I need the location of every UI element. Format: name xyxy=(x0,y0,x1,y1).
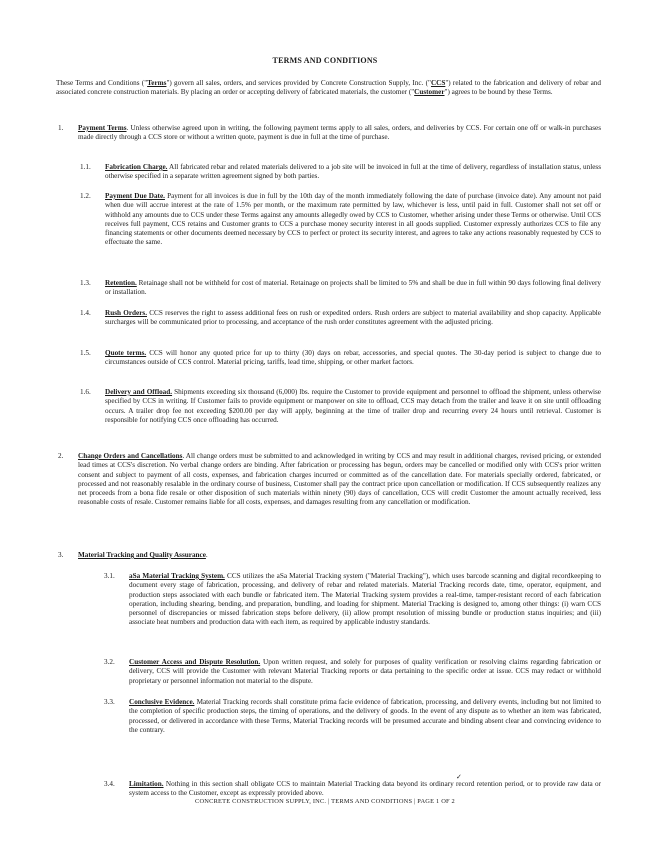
page-footer: CONCRETE CONSTRUCTION SUPPLY, INC. | TERMS AND CONDITIONS | PAGE 1 OF 2 xyxy=(195,798,455,805)
check-mark-icon: ✓ xyxy=(456,773,462,781)
section-material-tracking: 3. Material Tracking and Quality Assurance. xyxy=(58,551,208,559)
section-payment-terms: 1. Payment Terms. Unless otherwise agreed upon in writing, the following payment terms apply to all sales, orders, and deliveries by CCS. For certain one off or walk-in purchases made directly through a CCS store or without a written quote, payment is due in full at the time of purchase. xyxy=(58,124,601,142)
page-title: TERMS AND CONDITIONS xyxy=(272,56,378,65)
subsection-3-4: 3.4. Limitation. Nothing in this section shall obligate CCS to maintain Material Tracking data beyond its ordinary record retention period, or to provide raw data or system access to the Customer, except as expressly provided above. xyxy=(104,780,601,798)
subsection-3-3: 3.3. Conclusive Evidence. Material Tracking records shall constitute prima facie evidence of fabrication, processing, and delivery events, including but not limited to the completion of specific production steps, the timing of operations, and the delivery of goods. In the event of any dispute as to whether an item was fabricated, processed, or delivered in accordance with these Terms, Material Tracking records will be presumed accurate and binding absent clear and convincing evidence to the contrary. xyxy=(104,698,601,734)
subsection-1-6: 1.6. Delivery and Offload. Shipments exceeding six thousand (6,000) lbs. require the Customer to provide equipment and personnel to offload the shipment, unless otherwise specified by CCS in writing. If Customer fails to provide equipment or manpower on site to offload, CCS may detach from the trailer and leave it on site until offloading occurs. A trailer drop fee not exceeding $200.00 per day will apply, beginning at the time of trailer drop and recurring every 24 hours until retrieval. Customer is responsible for notifying CCS once offloading has occurred. xyxy=(80,388,601,424)
section-heading: Payment Terms xyxy=(78,124,127,132)
section-change-orders: 2. Change Orders and Cancellations. All change orders must be submitted to and acknowledged in writing by CCS and may result in additional charges, revised pricing, or extended lead times at CCS's discretion. No verbal change orders are binding. After fabrication or processing has begun, orders may be cancelled or modified only with CCS's prior written consent and subject to payment of all costs, expenses, and fabrication charges incurred or committed as of the cancellation date. For materials specially ordered, fabricated, or processed and not reasonably resalable in the ordinary course of business, Customer shall pay the contract price upon cancellation or modification. If CCS subsequently realizes any net proceeds from a bona fide resale or other disposition of such materials within ninety (90) days of cancellation, CCS will credit Customer the amount actually received, less reasonable costs of resale. Customer remains liable for all costs, expenses, and damages resulting from any cancellation or modification. xyxy=(58,452,602,507)
intro-paragraph: These Terms and Conditions ("Terms") govern all sales, orders, and services provided by Concrete Construction Supply, Inc. ("CCS") related to the fabrication and delivery of rebar and associated concrete construction materials. By placing an order or accepting delivery of fabricated materials, the customer ("Customer") agrees to be bound by these Terms. xyxy=(56,79,601,97)
defined-term-ccs: CCS xyxy=(430,79,446,87)
defined-term-customer: Customer xyxy=(414,88,445,97)
subsection-1-4: 1.4. Rush Orders. CCS reserves the right to assess additional fees on rush or expedited orders. Rush orders are subject to material availability and shop capacity. Applicable surcharges will be communicated prior to processing, and acceptance of the rush order constitutes agreement with the adjusted pricing. xyxy=(80,309,601,327)
subsection-1-5: 1.5. Quote terms. CCS will honor any quoted price for up to thirty (30) days on rebar, accessories, and special quotes. The 30-day period is subject to change due to circumstances outside of CCS control. Material pricing, tariffs, lead time, shipping, or other market factors. xyxy=(80,349,601,367)
subsection-1-3: 1.3. Retention. Retainage shall not be withheld for cost of material. Retainage on projects shall be limited to 5% and shall be due in full within 90 days following final delivery or installation. xyxy=(80,279,601,297)
defined-term-terms: Terms xyxy=(147,79,167,87)
subsection-3-2: 3.2. Customer Access and Dispute Resolution. Upon written request, and solely for purposes of quality verification or resolving claims regarding fabrication or delivery, CCS will provide the Customer with relevant Material Tracking reports or data pertaining to the specific order at issue. CCS may redact or withhold proprietary or personnel information not material to the dispute. xyxy=(104,658,601,685)
subsection-3-1: 3.1. aSa Material Tracking System. CCS utilizes the aSa Material Tracking system ("Material Tracking"), which uses barcode scanning and digital recordkeeping to document every stage of fabrication, processing, and delivery of rebar and related materials. Material Tracking records date, time, operator, equipment, and production steps associated with each bundle or fabricated item. The Material Tracking system provides a real-time, tamper-resistant record of each fabrication operation, including shearing, bending, and preparation, bundling, and loading for shipment. Material Tracking is designed to, among other things: (i) warn CCS personnel of discrepancies or missed fabrication steps before delivery, (ii) allow prompt resolution of missing bundle or production status inquiries; and (iii) associate heat numbers and production data with each item, as required by applicable industry standards. xyxy=(104,572,601,627)
subsection-1-1: 1.1. Fabrication Charge. All fabricated rebar and related materials delivered to a job site will be invoiced in full at the time of delivery, regardless of installation status, unless otherwise specified in a separate written agreement signed by both parties. xyxy=(80,163,601,181)
section-heading: Material Tracking and Quality Assurance xyxy=(78,551,206,559)
section-heading: Change Orders and Cancellations xyxy=(78,452,183,460)
subsection-1-2: 1.2. Payment Due Date. Payment for all invoices is due in full by the 10th day of the month immediately following the date of purchase (invoice date). Any amount not paid when due will accrue interest at the rate of 1.5% per month, or the maximum rate permitted by law, whichever is less, until paid in full. Customer shall not set off or withhold any amounts due to CCS under these Terms against any amounts allegedly owed by CCS to Customer, whether arising under these Terms or otherwise. Until CCS receives full payment, CCS retains and Customer grants to CCS a purchase money security interest in all goods supplied. Customer expressly authorizes CCS to file any financing statements or other documents deemed necessary by CCS to perfect or protect its security interest, and agrees to take any actions reasonably requested by CCS to effectuate the same. xyxy=(80,192,601,247)
